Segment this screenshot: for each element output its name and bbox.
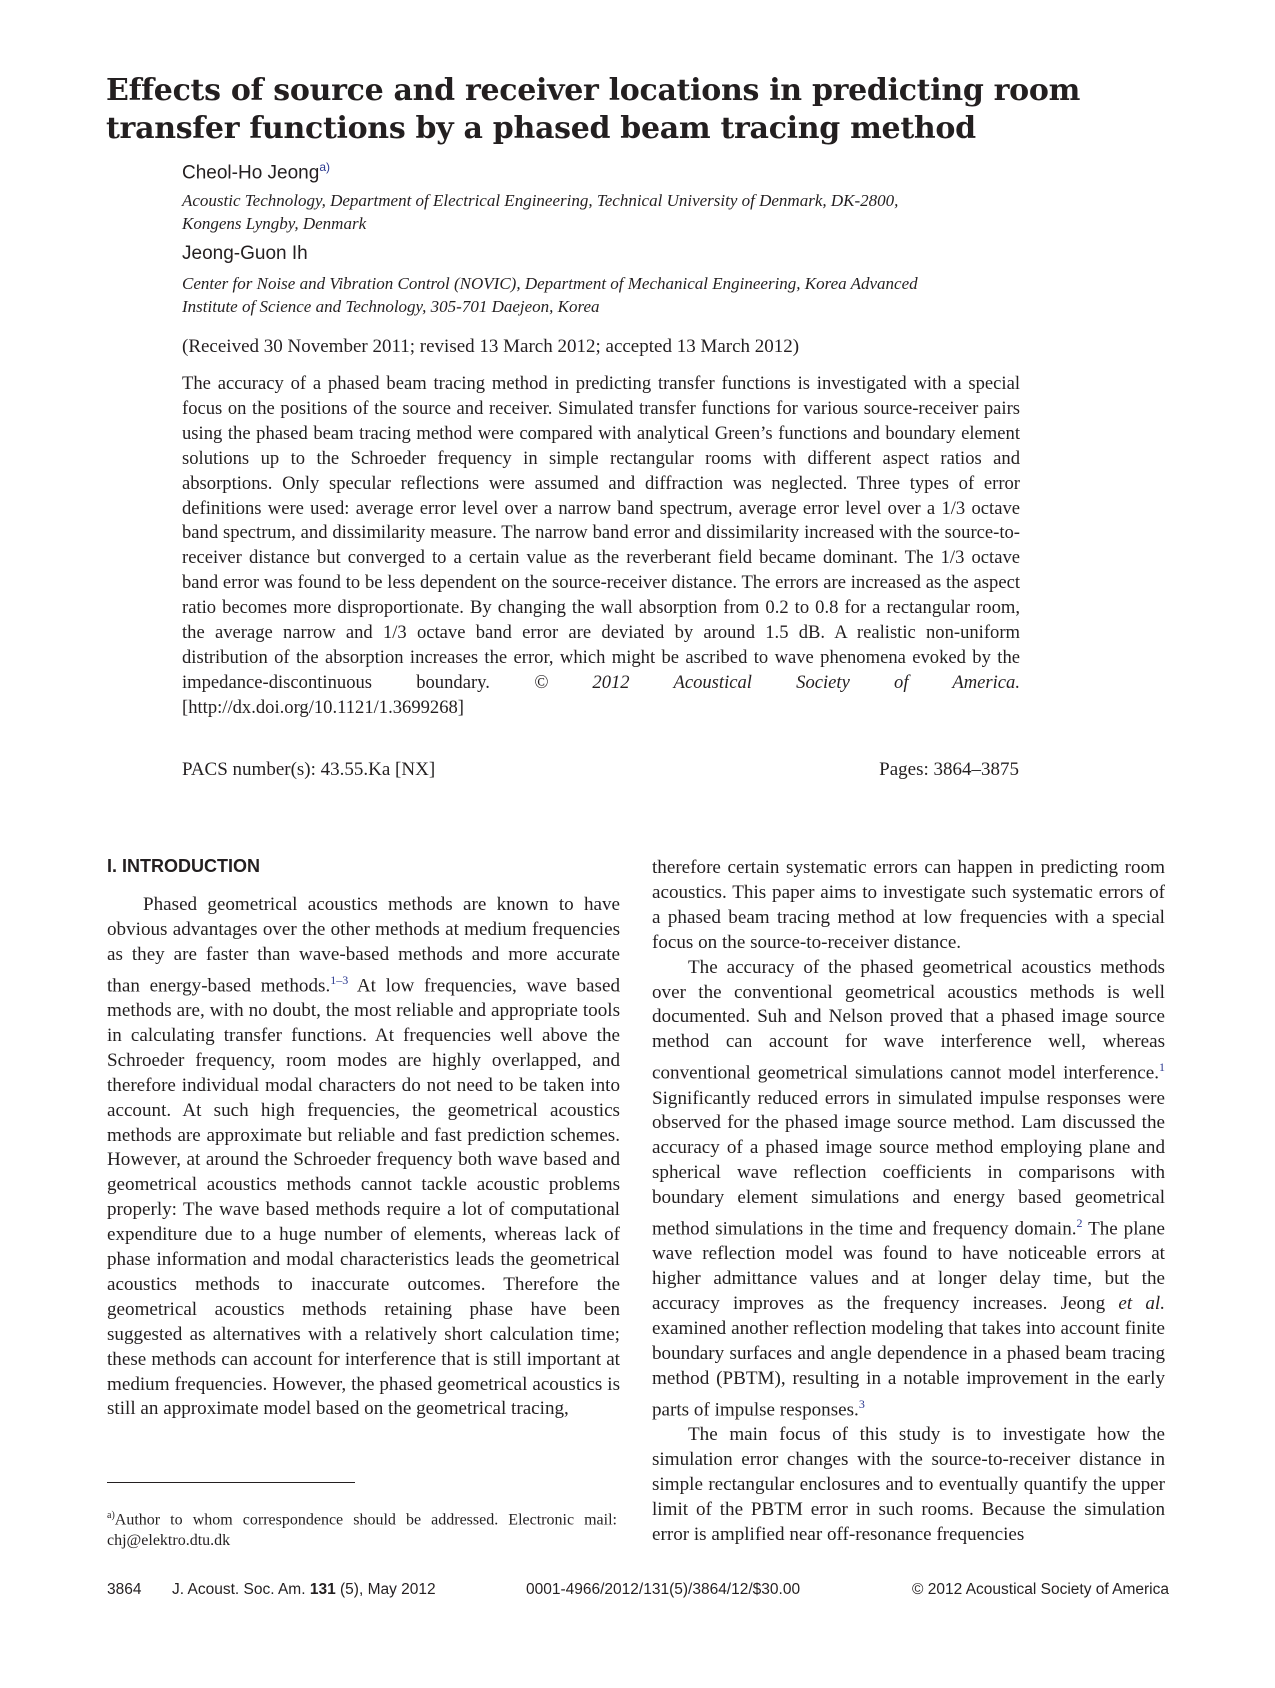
paragraph <box>652 956 1165 1423</box>
footer-copyright: © 2012 Acoustical Society of America <box>912 1581 1169 1598</box>
received-dates: (Received 30 November 2011; revised 13 March 2012; accepted 13 March 2012) <box>182 336 800 357</box>
pacs-numbers: PACS number(s): 43.55.Ka [NX] <box>182 759 436 780</box>
affiliation-line: Kongens Lyngby, Denmark <box>182 214 367 233</box>
column-right <box>652 856 1165 1548</box>
doi-link[interactable]: [http://dx.doi.org/10.1121/1.3699268] <box>182 696 465 718</box>
affiliation-line: Institute of Science and Technology, 305-701 Daejeon, Korea <box>182 297 600 316</box>
footer-issue: (5), May 2012 <box>335 1581 436 1598</box>
citation-link[interactable]: 3 <box>858 1396 865 1411</box>
citation-link[interactable]: 2 <box>1076 1216 1083 1231</box>
paper-title <box>106 72 1186 148</box>
author-1-footnote-mark[interactable]: a) <box>319 160 330 174</box>
paragraph-text: Significantly reduced errors in simulated impulse responses were observed for the phased image source method. Lam discussed the accuracy of a phased image source method employing plane and spherical wave reflection coefficients in comparisons with boundary element simulations and energy based geometrical method simulations in the time and frequency domain. <box>652 1087 1165 1240</box>
paragraph-text: At low frequencies, wave based methods are, with no doubt, the most reliable and appropriate tools in calculating transfer functions. At frequencies well above the Schroeder frequency, room modes are highly overlapped, and therefore individual modal characters do not need to be taken into account. At such high frequencies, the geometrical acoustics methods are approximate but reliable and fast prediction schemes. However, at around the Schroeder frequency both wave based and geometrical acoustics methods cannot tackle acoustic problems properly: The wave based methods require a lot of computational expenditure due to a huge number of elements, whereas lack of phase information and modal characteristics leads the geometrical acoustics methods to inaccurate outcomes. Therefore the geometrical acoustics methods retaining phase have been suggested as alternatives with a relatively short calculation time; these methods can account for interference that is still important at medium frequencies. However, the phased geometrical acoustics is still an approximate model based on the geometrical tracing, <box>107 975 620 1420</box>
abstract <box>182 372 1020 721</box>
abstract-text: The accuracy of a phased beam tracing method in predicting transfer functions is investigated with a special focus on the positions of the source and receiver. Simulated transfer functions for various source-receiver pairs using the phased beam tracing method were compared with analytical Green’s functions and boundary element solutions up to the Schroeder frequency in simple rectangular rooms with different aspect ratios and absorptions. Only specular reflections were assumed and diffraction was neglected. Three types of error definitions were used: average error level over a narrow band spectrum, average error level over a 1/3 octave band spectrum, and dissimilarity measure. The narrow band error and dissimilarity increased with the source-to-receiver distance but converged to a certain value as the reverberant field became dominant. The 1/3 octave band error was found to be less dependent on the source-receiver distance. The errors are increased as the aspect ratio becomes more disproportionate. By changing the wall absorption from 0.2 to 0.8 for a rectangular room, the average narrow and 1/3 octave band error are deviated by around 1.5 dB. A realistic non-uniform distribution of the absorption increases the error, which might be ascribed to wave phenomena evoked by the impedance-discontinuous boundary. <box>182 373 1020 693</box>
footer-journal-name: J. Acoust. Soc. Am. <box>172 1581 306 1598</box>
paragraph-text: The accuracy of the phased geometrical acoustics methods over the conventional geometrical acoustics methods is well documented. Suh and Nelson proved that a phased image source method can account for wave interference well, whereas conventional geometrical simulations cannot model interference. <box>652 956 1165 1084</box>
affiliation-line: Center for Noise and Vibration Control (NOVIC), Department of Mechanical Engineering, Korea Advanced <box>182 274 918 293</box>
column-left <box>107 893 620 1422</box>
abstract-copyright: © 2012 Acoustical Society of America. <box>534 671 1020 693</box>
citation-link[interactable]: 1 <box>1159 1060 1165 1075</box>
footnote <box>107 1505 617 1551</box>
paragraph <box>107 893 620 1422</box>
author-2-name: Jeong-Guon Ih <box>182 243 308 264</box>
affiliation-line: Acoustic Technology, Department of Electrical Engineering, Technical University of Denmark, DK-2800, <box>182 191 899 210</box>
footer-volume: 131 <box>309 1581 336 1598</box>
author-2 <box>182 243 308 265</box>
paragraph-text: examined another reflection modeling that takes into account finite boundary surfaces and angle dependence in a phased beam tracing method (PBTM), resulting in a notable improvement in the early parts of impulse responses. <box>652 1318 1165 1421</box>
paragraph-text: Phased geometrical acoustics methods are known to have obvious advantages over the other methods at medium frequencies as they are faster than wave-based methods and more accurate than energy-based methods. <box>107 894 620 997</box>
title-line-1: Effects of source and receiver locations in predicting room <box>106 73 1081 108</box>
et-al: et al. <box>1118 1293 1165 1315</box>
footer-page-number: 3864 <box>107 1581 142 1598</box>
paragraph: therefore certain systematic errors can happen in predicting room acoustics. This paper aims to investigate such systematic errors of a phased beam tracing method at low frequencies with a special focus on the source-to-receiver distance. <box>652 857 1165 953</box>
author-1-name: Cheol-Ho Jeong <box>182 162 320 184</box>
page-range: Pages: 3864–3875 <box>879 759 1019 780</box>
title-line-2: transfer functions by a phased beam tracing method <box>106 111 976 146</box>
footer-journal <box>172 1581 436 1599</box>
author-1 <box>182 160 330 184</box>
footnote-mark: a) <box>107 1510 115 1521</box>
citation-link[interactable]: 1–3 <box>330 972 349 987</box>
paragraph-text: The plane wave reflection model was found to have noticeable errors at higher admittance values and at longer delay time, but the accuracy improves as the frequency increases. Jeong <box>652 1218 1165 1315</box>
footnote-text: Author to whom correspondence should be addressed. Electronic mail: chj@elektro.dtu.dk <box>107 1511 617 1550</box>
section-heading-introduction: I. INTRODUCTION <box>107 856 260 876</box>
author-2-affiliation <box>182 272 1042 318</box>
paragraph: The main focus of this study is to investigate how the simulation error changes with the source-to-receiver distance in simple rectangular enclosures and to eventually quantify the upper limit of the PBTM error in such rooms. Because the simulation error is amplified near off-resonance frequencies <box>652 1424 1165 1545</box>
footer-code: 0001-4966/2012/131(5)/3864/12/$30.00 <box>526 1581 801 1598</box>
author-1-affiliation <box>182 189 1042 235</box>
footnote-divider <box>107 1482 355 1483</box>
